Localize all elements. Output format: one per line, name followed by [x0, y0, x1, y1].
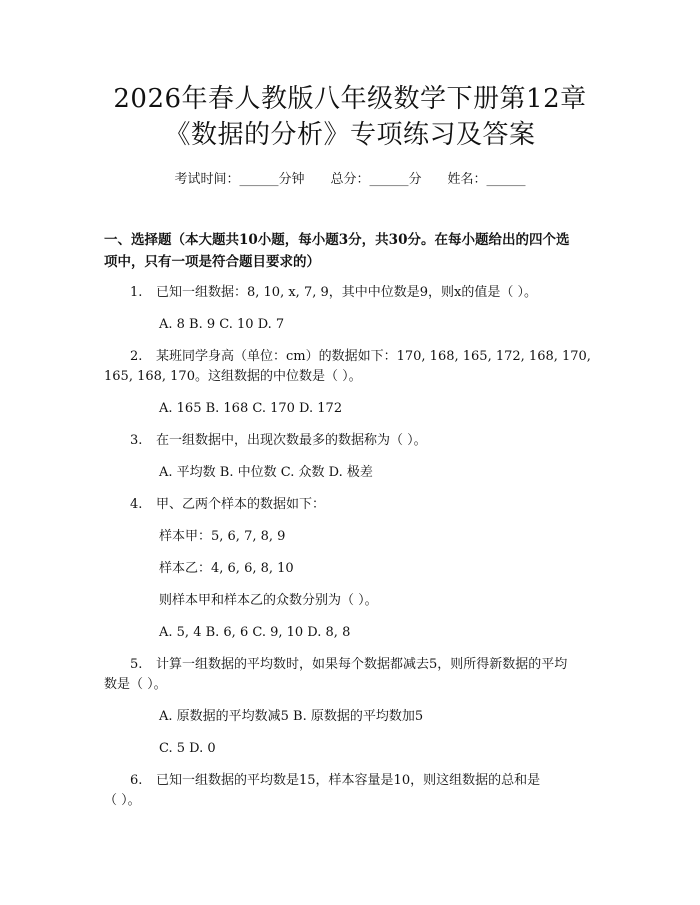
question-stem: 计算一组数据的平均数时，如果每个数据都减去5，则所得新数据的平均	[156, 657, 568, 672]
question-number: 1.	[130, 285, 143, 300]
question-5-stem-continued: 数是（ ）。	[104, 677, 167, 692]
question-number: 4.	[130, 497, 143, 512]
question-2-options: A. 165 B. 168 C. 170 D. 172	[159, 401, 343, 416]
question-5	[130, 654, 567, 676]
question-6-stem-continued: （ ）。	[104, 793, 141, 808]
question-stem: 已知一组数据的平均数是15，样本容量是10，则这组数据的总和是	[156, 773, 541, 788]
question-3	[130, 430, 427, 452]
question-6	[130, 770, 540, 792]
question-1-options: A. 8 B. 9 C. 10 D. 7	[159, 317, 285, 332]
question-number: 6.	[130, 773, 143, 788]
question-4	[130, 494, 325, 516]
sample-b-line: 样本乙：4, 6, 6, 8, 10	[159, 561, 294, 576]
question-5-options: A. 原数据的平均数减5 B. 原数据的平均数加5	[159, 709, 424, 724]
exam-meta-line: 考试时间：______分钟 总分：______分 姓名：______	[174, 172, 526, 187]
question-stem: 某班同学身高（单位：cm）的数据如下：170, 168, 165, 172, 168, 170,	[156, 349, 591, 364]
question-4-prompt: 则样本甲和样本乙的众数分别为（ ）。	[159, 593, 378, 608]
section-heading-line1: 一、选择题（本大题共10小题，每小题3分，共30分。在每小题给出的四个选	[104, 232, 570, 248]
question-stem: 在一组数据中，出现次数最多的数据称为（ ）。	[156, 433, 427, 448]
question-4-options: A. 5, 4 B. 6, 6 C. 9, 10 D. 8, 8	[159, 625, 351, 640]
doc-title-line1: 2026年春人教版八年级数学下册第12章	[113, 84, 587, 114]
question-2	[130, 346, 591, 368]
question-5-options-continued: C. 5 D. 0	[159, 741, 216, 756]
question-number: 5.	[130, 657, 143, 672]
question-stem: 已知一组数据：8, 10, x, 7, 9，其中中位数是9，则x的值是（ ）。	[156, 285, 537, 300]
question-stem: 甲、乙两个样本的数据如下：	[156, 497, 326, 512]
question-number: 2.	[130, 349, 143, 364]
section-heading-line2: 项中，只有一项是符合题目要求的）	[104, 254, 320, 270]
sample-a-line: 样本甲：5, 6, 7, 8, 9	[159, 529, 286, 544]
question-2-stem-continued: 165, 168, 170。这组数据的中位数是（ ）。	[104, 369, 362, 384]
question-3-options: A. 平均数 B. 中位数 C. 众数 D. 极差	[159, 465, 373, 480]
question-1	[130, 282, 537, 304]
question-number: 3.	[130, 433, 143, 448]
doc-title-line2: 《数据的分析》专项练习及答案	[164, 120, 536, 150]
